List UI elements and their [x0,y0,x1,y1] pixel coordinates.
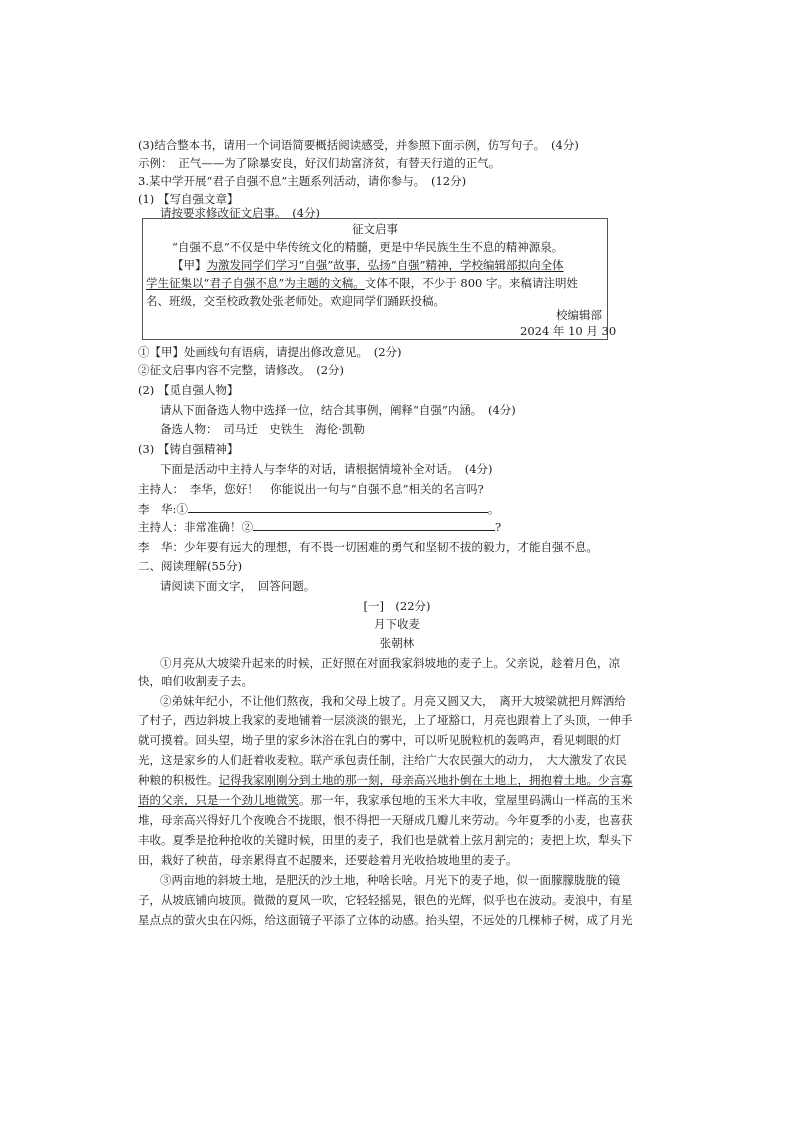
notice-line-1: “自强不息”不仅是中华传统文化的精髓，更是中华民族生生不息的精神源泉。 [172,240,564,254]
candidates-line: 备选人物： 司马迁 史铁生 海伦·凯勒 [160,422,365,436]
example-text: 示例： 正气——为了除暴安良，好汉们劫富济贫，有替天行道的正气。 [138,156,501,170]
answer-blank-2[interactable] [253,518,495,531]
paragraph-1-line-1: ①月亮从大坡梁升起来的时候，正好照在对面我家斜坡地的麦子上。父亲说，趁着月色，凉 [160,656,620,670]
reading-instruction: 请阅读下面文字， 回答问题。 [160,579,316,593]
sub-question-2: ②征文启事内容不完整，请修改。 (2分) [138,363,345,377]
question-3-1-requirement: 请按要求修改征文启事。 (4分) [160,206,321,220]
paragraph-3-line-2: 子，从坡底铺向坡顶。微微的夏风一吹，它轻轻摇晃，银色的光辉，似乎也在波动。麦浪中，有星 [138,893,633,907]
sub-question-1: ①【甲】处画线句有语病，请提出修改意见。 (2分) [138,345,402,359]
notice-line-3 [146,274,578,292]
paragraph-2-line-1: ②弟妹年纪小，不让他们熬夜，我和父母上坡了。月亮又圆又大， 离开大坡梁就把月辉洒给 [160,694,626,708]
li-hua-label-1: 李 华:① [138,502,188,516]
reading-part-label: [一] (22分) [363,599,431,613]
li-hua-line-1 [138,500,499,518]
question-3-3-requirement: 下面是活动中主持人与李华的对话，请根据情境补全对话。 (4分) [160,462,493,476]
paragraph-2-line-6 [138,791,633,809]
notice-jia-line [172,256,564,274]
paragraph-2-line-9: 田，栽好了秧苗，母亲累得直不起腰来，还要趁着月光收拾坡地里的麦子。 [138,853,518,867]
paragraph-2-line-8: 丰收。夏季是抢种抢收的关键时候，田里的麦子，我们也是就着上弦月割完的；麦把上坎，犁头下 [138,833,633,847]
paragraph-2-line-2: 了村子，西边斜坡上我家的麦地铺着一层淡淡的银光，上了垭豁口，月亮也跟着上了头顶，一伸手 [138,713,633,727]
paragraph-2-line-6-rest: 。那一年，我家承包地的玉米大丰收，堂屋里码满山一样高的玉米 [299,793,633,807]
notice-signature: 校编辑部 [556,308,602,322]
paragraph-2-line-7: 堆，母亲高兴得好几个夜晚合不拢眼，恨不得把一天掰成几瓣儿来劳动。今年夏季的小麦，也喜获 [138,813,633,827]
question-3-3-heading: (3) 【铸自强精神】 [138,442,239,456]
answer-blank-1[interactable] [188,500,488,513]
question-3-2-requirement: 请从下面备选人物中选择一位，结合其事例，阐释“自强”内涵。 (4分) [160,403,516,417]
question-3-2-heading: (2) 【觅自强人物】 [138,383,239,397]
host-label-2: 主持人：非常准确！② [138,520,253,534]
paragraph-2-line-5 [138,771,633,789]
jia-label: 【甲】 [172,258,207,272]
underlined-sentence-a: 记得我家刚刚分到土地的那一刻，母亲高兴地扑倒在土地上，拥抱着土地。少言寡 [218,773,633,787]
notice-date: 2024 年 10 月 30 [520,324,617,338]
host-line-2 [138,518,501,536]
article-title: 月下收麦 [374,617,420,631]
paragraph-2-line-3: 就可摸着。回头望，坳子里的家乡沐浴在乳白的雾中，可以听见脱粒机的轰鸣声，看见刺眼的灯 [138,733,621,747]
notice-line-3-rest: 文体不限，不少于 800 字。来稿请注明姓 [364,276,579,290]
paragraph-3-line-1: ③两亩地的斜坡土地，是肥沃的沙土地，种啥长啥。月光下的麦子地，似一面朦朦胧胧的镜 [160,873,620,887]
paragraph-2-line-4: 光，这是家乡的人们赶着收麦粒。联产承包责任制，注给广大农民强大的动力， 大大激发了农民 [138,753,627,767]
article-author: 张朝林 [379,636,415,650]
underlined-sentence-b: 语的父亲，只是一个劲儿地微笑 [138,793,299,807]
question-3-heading: 3.某中学开展“君子自强不息”主题系列活动，请你参与。 (12分) [138,174,467,188]
li-hua-line-2: 李 华：少年要有远大的理想，有不畏一切困难的勇气和坚韧不拔的毅力，才能自强不息。 [138,540,598,554]
jia-underlined-text-a: 为激发同学们学习“自强”故事，弘扬“自强”精神，学校编辑部拟向全体 [206,258,564,272]
notice-title: 征文启事 [352,222,398,236]
question-3-3-text: (3)结合整本书，请用一个词语简要概括阅读感受，并参照下面示例，仿写句子。 (4分) [138,138,579,152]
host-line-2-end: ? [495,520,502,534]
reading-heading: 二、阅读理解(55分) [138,559,243,573]
host-line-1: 主持人： 李华，您好！ 你能说出一句与“自强不息”相关的名言吗? [138,482,484,496]
jia-underlined-text-b: 学生征集以“君子自强不息”为主题的文稿。 [146,276,365,290]
paragraph-2-line-5-start: 种粮的积极性。 [138,773,219,787]
li-hua-line-1-end: 。 [487,502,500,516]
notice-line-4: 名、班级，交至校政教处张老师处。欢迎同学们踊跃投稿。 [146,294,445,308]
paragraph-3-line-3: 星点点的萤火虫在闪烁，给这面镜子平添了立体的动感。抬头望，不远处的几棵柿子树，成了月光 [138,913,633,927]
question-3-1-heading: (1) 【写自强文章】 [138,192,239,206]
paragraph-1-line-2: 快，咱们收割麦子去。 [138,674,253,688]
